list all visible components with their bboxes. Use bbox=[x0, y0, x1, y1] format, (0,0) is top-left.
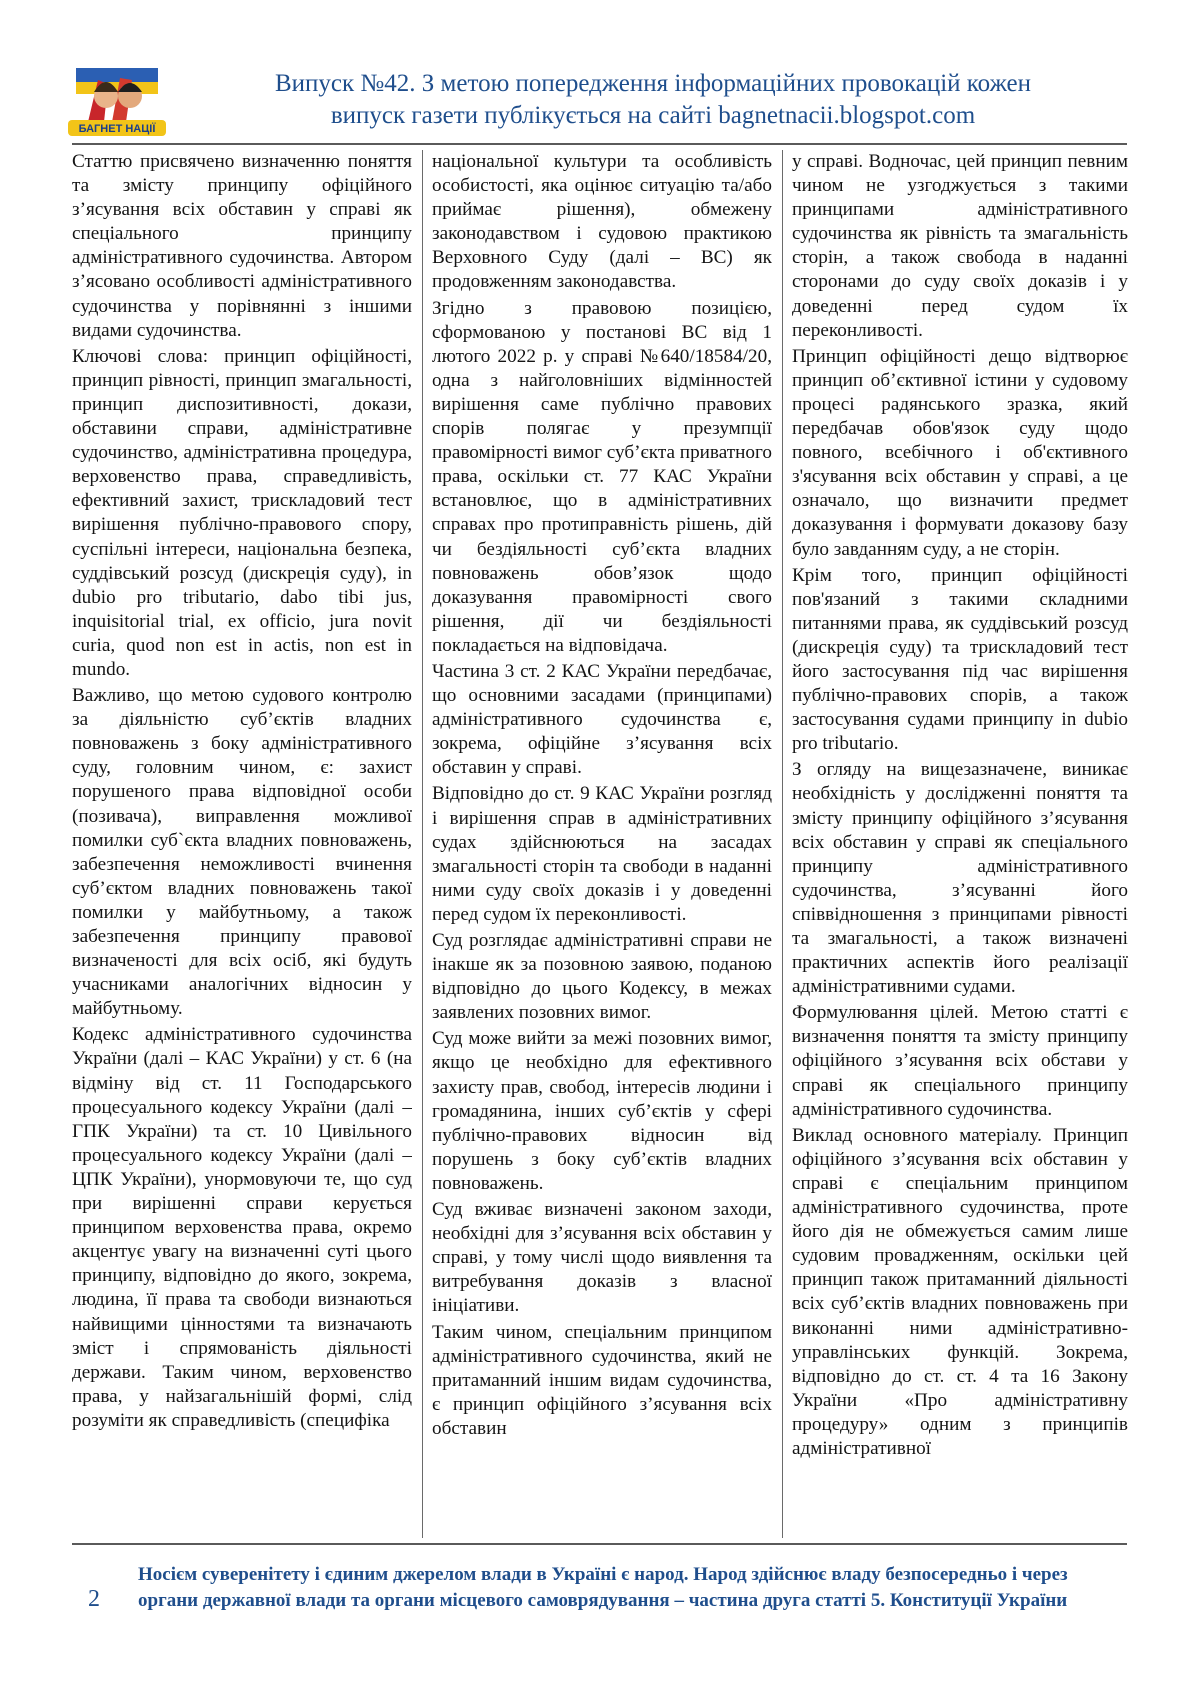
paragraph: Ключові слова: принцип офіційності, принцип рівності, принцип змагальності, принцип диспозитивності, докази, обставини справи, адміністративне судочинство, адміністративна процедура, верховенство права, справедливість, ефективний захист, трискладовий тест вирішення публічно-правового спору, суспільні інтереси, національна безпека, суддівський розсуд (дискреція суду), in dubio pro tributario, dabo tibi jus, inquisitorial trial, ex officio, jura novit curia, quod non est in actis, non est in mundo. bbox=[72, 345, 412, 680]
text-column-2 bbox=[432, 150, 772, 1538]
header-divider bbox=[72, 143, 1127, 145]
issue-title-line-2: випуск газети публікується на сайті bagnetnacii.blogspot.com bbox=[330, 102, 976, 129]
footer-line-1: Носієм суверенітету і єдиним джерелом влади в Україні є народ. Народ здійснює владу безпосередньо і через bbox=[138, 1564, 1068, 1585]
paragraph: З огляду на вищезазначене, виникає необхідність у дослідженні поняття та змісту принципу офіційного з’ясування всіх обставин у справі як спеціального принципу адміністративного судочинства, з’ясуванні його співвідношення з принципами рівності та змагальності, а також визначені практичних аспектів його реалізації адміністративними судами. bbox=[792, 759, 1128, 998]
page-header bbox=[68, 60, 1128, 142]
paragraph: національної культури та особливість особистості, яка оцінює ситуацію та/або приймає рішення), обмежену законодавством і судовою практикою Верховного Суду (далі – ВС) як продовженням законодавства. bbox=[432, 151, 772, 293]
footer-divider bbox=[72, 1543, 1127, 1545]
page-number: 2 bbox=[88, 1586, 100, 1612]
paragraph: Відповідно до ст. 9 КАС України розгляд і вирішення справ в адміністративних судах здійснюються на засадах змагальності сторін та свободи в наданні ними суду своїх доказів і у доведенні перед судом їх переконливості. bbox=[432, 783, 772, 925]
paragraph: Статтю присвячено визначенню поняття та змісту принципу офіційного з’ясування всіх обставин у справі як спеціального принципу адміністративного судочинства. Автором з’ясовано особливості адміністративного судочинства у порівнянні з іншими видами судочинства. bbox=[72, 151, 412, 341]
paragraph: Таким чином, спеціальним принципом адміністративного судочинства, який не притаманний іншим видам судочинства, є принцип офіційного з’ясування всіх обставин bbox=[432, 1321, 772, 1439]
paragraph: Виклад основного матеріалу. Принцип офіційного з’ясування всіх обставин у справі є спеціальним принципом адміністративного судочинства, проте його дія не обмежується самим лише судовим провадженням, оскільки цей принцип також притаманний діяльності всіх суб’єктів владних повноважень при виконанні ними адміністративно-управлінських функцій. Зокрема, відповідно до ст. ст. 4 та 16 Закону України «Про адміністративну процедуру» одним з принципів адміністративної bbox=[792, 1124, 1128, 1459]
text-column-3 bbox=[792, 150, 1128, 1538]
paragraph: Частина 3 ст. 2 КАС України передбачає, що основними засадами (принципами) адміністративного судочинства є, зокрема, офіційне з’ясування всіх обставин у справі. bbox=[432, 660, 772, 779]
paragraph: Принцип офіційності дещо відтворює принцип об’єктивної істини у судовому процесі радянського зразка, який передбачав обов'язок суду щодо повного, всебічного і об'єктивного з'ясування всіх обставин у справі, а це означало, що визначити предмет доказування і формувати доказову базу було завданням суду, а не сторін. bbox=[792, 345, 1128, 560]
paragraph: Кодекс адміністративного судочинства України (далі – КАС України) у ст. 6 (на відміну від ст. 11 Господарського процесуального кодексу України (далі – ГПК України) та ст. 10 Цивільного процесуального кодексу України (далі – ЦПК України), унормовуючи те, що суд при вирішенні справи керується принципом верховенства права, окремо акцентує увагу на визначенні суті цього принципу, відповідно до якого, зокрема, людина, її права та свободи визнаються найвищими цінностями та визначають зміст і спрямованість діяльності держави. Таким чином, верховенство права, у найзагальнішій формі, слід розуміти як справедливість (специфіка bbox=[72, 1024, 412, 1431]
paragraph: Суд розглядає адміністративні справи не інакше як за позовною заявою, поданою відповідно до цього Кодексу, в межах заявлених позовних вимог. bbox=[432, 930, 772, 1024]
paragraph: Згідно з правовою позицією, сформованою у постанові ВС від 1 лютого 2022 р. у справі №640/18584/20, одна з найголовніших відмінностей вирішення саме публічно правових спорів полягає у презумпції правомірності вимог суб’єкта приватного права, оскільки ст. 77 КАС України встановлює, що в адміністративних справах про протиправність рішень, дій чи бездіяльності суб’єкта владних повноважень обов’язок щодо доказування правомірності свого рішення, дії чи бездіяльності покладається на відповідача. bbox=[432, 297, 772, 656]
paragraph: Крім того, принцип офіційності пов'язаний з такими складними питаннями права, як суддівський розсуд (дискреція суду) та трискладовий тест його застосування під час вирішення публічно-правових спорів, а також застосування судами принципу in dubio pro tributario. bbox=[792, 564, 1128, 755]
paragraph: у справі. Водночас, цей принцип певним чином не узгоджується з такими принципами адміністративного судочинства як рівність та змагальність сторін, а також свобода в наданні сторонами до суду своїх доказів і у доведенні перед судом їх переконливості. bbox=[792, 151, 1128, 341]
issue-title bbox=[188, 68, 1118, 132]
text-column-1 bbox=[72, 150, 412, 1538]
paragraph: Суд вживає визначені законом заходи, необхідні для з’ясування всіх обставин у справі, у тому числі щодо виявлення та витребування доказів з власної ініціативи. bbox=[432, 1199, 772, 1317]
issue-title-line-1: Випуск №42. З метою попередження інформаційних провокацій кожен bbox=[275, 70, 1031, 97]
constitution-quote bbox=[138, 1562, 1128, 1614]
footer-line-2: органи державної влади та органи місцевого самоврядування – частина друга статті 5. Конституції України bbox=[138, 1590, 1068, 1611]
paragraph: Формулювання цілей. Метою статті є визначення поняття та змісту принципу офіційного з’ясування всіх обстави у справі як спеціального принципу адміністративного судочинства. bbox=[792, 1002, 1128, 1120]
column-divider-2 bbox=[782, 150, 783, 1538]
logo-text: БАГНЕТ НАЦІЇ bbox=[78, 123, 156, 135]
paragraph: Суд може вийти за межі позовних вимог, якщо це необхідно для ефективного захисту прав, свобод, інтересів людини і громадянина, інших суб’єктів у сфері публічно-правових відносин від порушень з боку суб’єктів владних повноважень. bbox=[432, 1028, 772, 1194]
paragraph: Важливо, що метою судового контролю за діяльністю суб’єктів владних повноважень з боку адміністративного суду, головним чином, є: захист порушеного права відповідної особи (позивача), виправлення можливої помилки суб`єкта владних повноважень, забезпечення неможливості вчинення суб’єктом владних повноважень такої помилки у майбутньому, а також забезпечення принципу правової визначеності для всіх осіб, які будуть учасниками аналогічних відносин у майбутньому. bbox=[72, 685, 412, 1020]
newspaper-logo bbox=[68, 62, 166, 138]
column-divider-1 bbox=[422, 150, 423, 1538]
